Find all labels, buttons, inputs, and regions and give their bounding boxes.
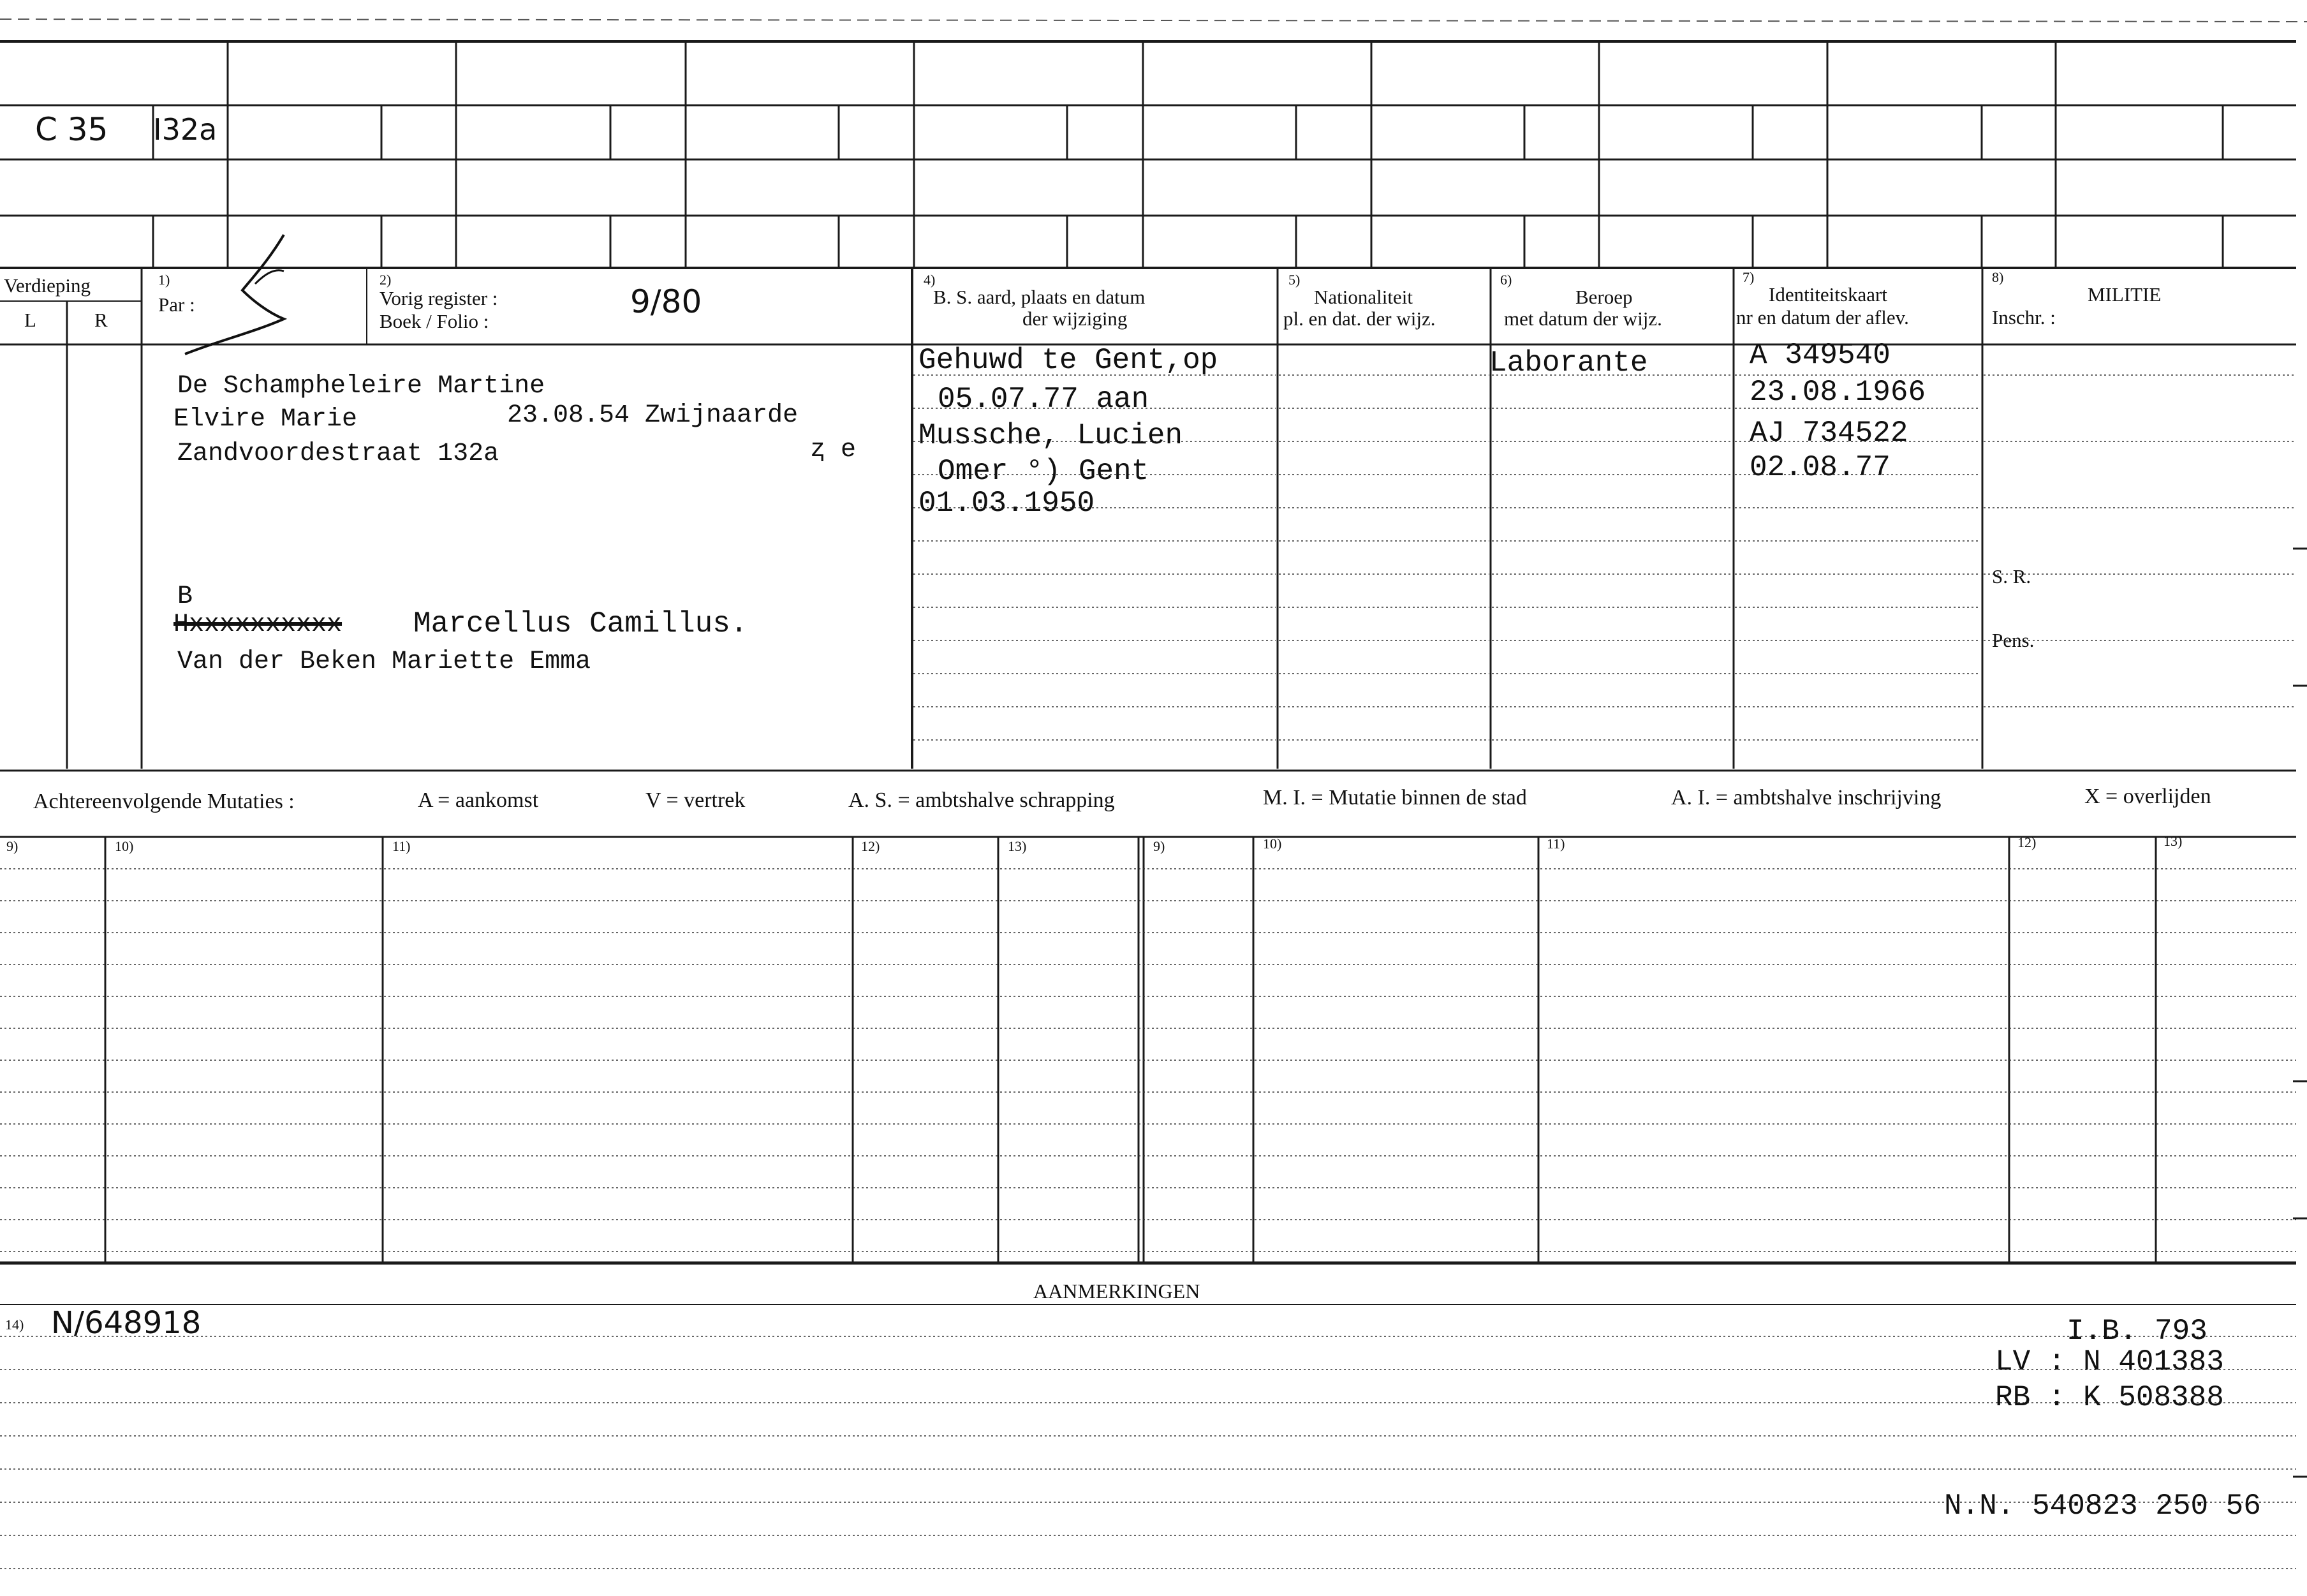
bs-label-line2: der wijziging	[1022, 307, 1128, 330]
inschr-label: Inschr. :	[1992, 306, 2056, 329]
field-number-7: 7)	[1743, 269, 1755, 285]
person-name: De Schampheleire Martine	[177, 372, 545, 401]
id-entry-2: 23.08.1966	[1750, 376, 1926, 409]
identiteitskaart-sublabel: nr en datum der aflev.	[1736, 306, 1909, 329]
militie-label: MILITIE	[2088, 283, 2162, 306]
verdieping-label: Verdieping	[4, 274, 91, 297]
field-number-2: 2)	[380, 272, 392, 288]
par-label: Par :	[158, 293, 195, 316]
mutation-col-11: 11)	[392, 838, 411, 854]
street-code: C 35	[35, 111, 108, 148]
nationaliteit-sublabel: pl. en dat. der wijz.	[1283, 307, 1436, 330]
mutation-col-10b: 10)	[1263, 836, 1282, 852]
father-given-names: Marcellus Camillus.	[413, 607, 748, 640]
bs-label-line1: B. S. aard, plaats en datum	[933, 286, 1146, 308]
mutation-col-11b: 11)	[1547, 836, 1565, 852]
legend-ambtshalve-schrapping: A. S. = ambtshalve schrapping	[848, 788, 1115, 812]
vorig-register-label: Vorig register :	[380, 287, 498, 309]
field-number-4: 4)	[924, 272, 936, 288]
field-number-6: 6)	[1500, 272, 1512, 288]
mutation-col-10: 10)	[115, 838, 134, 854]
remarks-title: AANMERKINGEN	[1033, 1280, 1200, 1303]
bs-entry-2: 05.07.77 aan	[938, 383, 1149, 416]
remarks-nn: N.N. 540823 250 56	[1944, 1489, 2261, 1523]
boek-folio-label: Boek / Folio :	[380, 310, 489, 332]
bs-entry-5: 01.03.1950	[918, 487, 1095, 520]
nationaliteit-label: Nationaliteit	[1314, 286, 1413, 308]
beroep-sublabel: met datum der wijz.	[1504, 307, 1662, 330]
person-given-names: Elvire Marie	[173, 405, 358, 434]
boek-folio-value: 9/80	[630, 283, 702, 320]
legend-mutatie-binnen-stad: M. I. = Mutatie binnen de stad	[1263, 786, 1527, 809]
mother-name: Van der Beken Mariette Emma	[177, 647, 591, 676]
id-entry-3: AJ 734522	[1750, 417, 1908, 450]
person-address: Zandvoordestraat 132a	[177, 440, 499, 468]
pens-label: Pens.	[1992, 629, 2035, 651]
bs-entry-3: Mussche, Lucien	[918, 419, 1183, 452]
legend-ambtshalve-inschrijving: A. I. = ambtshalve inschrijving	[1671, 786, 1942, 809]
legend-vertrek: V = vertrek	[645, 788, 746, 812]
remarks-ib: I.B. 793	[2067, 1315, 2207, 1348]
mutation-col-13: 13)	[1008, 838, 1027, 854]
field-number-5: 5)	[1288, 272, 1301, 288]
field-number-1: 1)	[158, 272, 170, 288]
mutation-col-9b: 9)	[1153, 838, 1165, 854]
person-birth: 23.08.54 Zwijnaarde	[507, 401, 799, 430]
id-entry-4: 02.08.77	[1750, 451, 1891, 484]
mutation-col-12: 12)	[861, 838, 880, 854]
beroep-label: Beroep	[1575, 286, 1633, 308]
father-name-struck: Hxxxxxxxxxx	[173, 610, 343, 639]
person-mark: ⱬ e	[810, 436, 857, 464]
b-label: B	[177, 582, 193, 611]
legend-overlijden: X = overlijden	[2084, 785, 2211, 808]
remarks-field-number: 14)	[5, 1317, 24, 1333]
par-signature-scribble	[185, 235, 284, 354]
remarks-lv: LV : N 401383	[1995, 1345, 2224, 1378]
legend-aankomst: A = aankomst	[418, 788, 539, 812]
bs-entry-4: Omer °) Gent	[938, 455, 1149, 488]
beroep-value: Laborante	[1489, 346, 1648, 380]
mutations-legend-title: Achtereenvolgende Mutaties :	[33, 790, 295, 813]
sr-label: S. R.	[1992, 565, 2031, 587]
mutation-col-13b: 13)	[2163, 833, 2183, 849]
col-l-label: L	[24, 309, 36, 331]
remarks-rb: RB : K 508388	[1995, 1381, 2224, 1414]
house-number: I32a	[153, 112, 217, 147]
bs-entry-1: Gehuwd te Gent,op	[918, 344, 1218, 377]
identiteitskaart-label: Identiteitskaart	[1769, 283, 1887, 306]
field-number-8: 8)	[1992, 269, 2004, 285]
remarks-value: N/648918	[51, 1305, 202, 1341]
id-entry-1: A 349540	[1750, 339, 1891, 372]
mutation-col-12b: 12)	[2017, 834, 2037, 850]
col-r-label: R	[94, 309, 108, 331]
mutation-col-9: 9)	[6, 838, 18, 854]
